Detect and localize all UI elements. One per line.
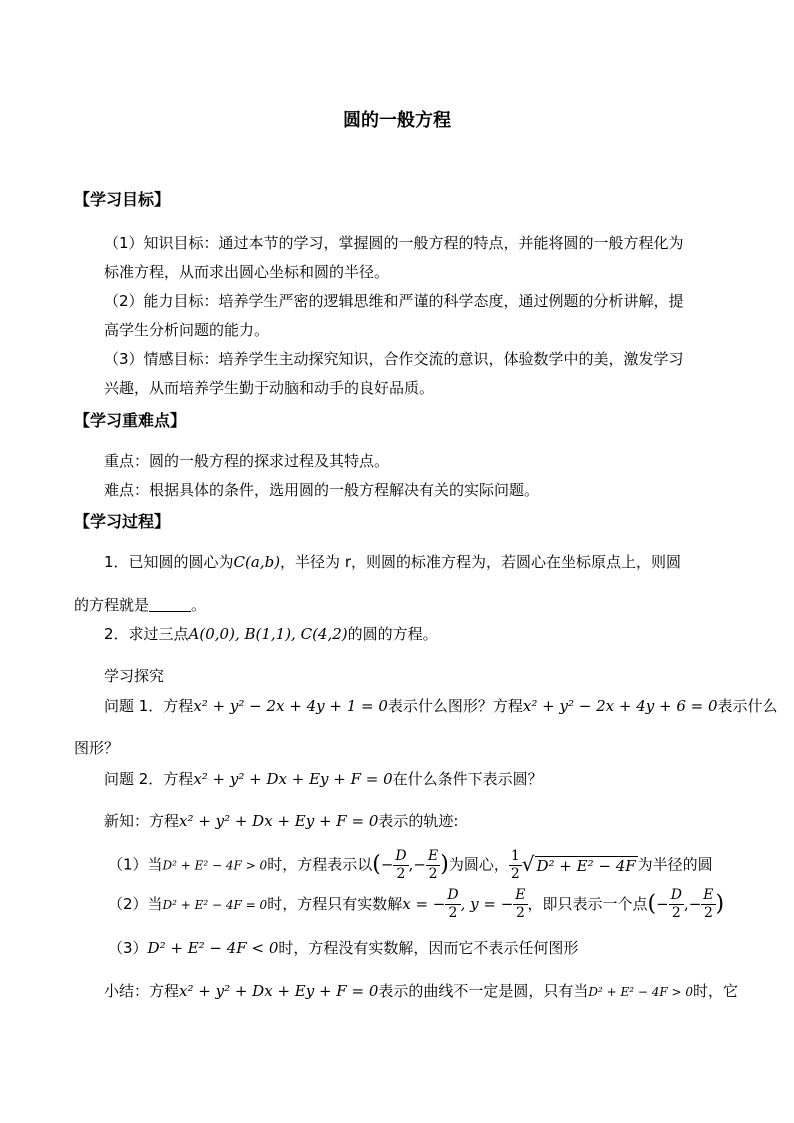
question-2: 2．求过三点A(0,0), B(1,1), C(4,2)的圆的方程。 (104, 625, 438, 643)
process-heading: 【学习过程】 (74, 512, 171, 531)
objective-emotion-cont: 兴趣，从而培养学生勤于动脑和动手的良好品质。 (104, 379, 435, 397)
key-point-difficulty: 难点：根据具体的条件，选用圆的一般方程解决有关的实际问题。 (104, 481, 540, 499)
objective-emotion: （3）情感目标：培养学生主动探究知识，合作交流的意识，体验数学中的美，激发学习 (104, 350, 684, 368)
solution-x-fraction: $\frac{D}{2}$ (447, 887, 459, 921)
condition-positive: D² + E² − 4F > 0 (162, 858, 268, 873)
question-1: 1．已知圆的圆心为C(a,b)，半径为 r，则圆的标准方程为，若圆心在坐标原点上，则圆 (104, 553, 681, 571)
case-2: （2）当D² + E² − 4F = 0时，方程只有实数解x = − $\frac{D}{2}$ , y = − $\frac{E}{2}$ ，即只表示一个点(− $\frac{D}{2}$ ,− $\frac{E}{2}$ ) (108, 887, 725, 921)
general-equation-new: x² + y² + Dx + Ey + F = 0 (179, 812, 379, 830)
objective-ability: （2）能力目标：培养学生严密的逻辑思维和严谨的科学态度，通过例题的分析讲解，提 (104, 292, 684, 310)
point-x-fraction: $\frac{D}{2}$ (670, 887, 682, 921)
general-equation-summary: x² + y² + Dx + Ey + F = 0 (179, 982, 379, 1000)
half-fraction: $\frac{1}{2}$ (510, 847, 520, 882)
case-1: （1）当D² + E² − 4F > 0时，方程表示以(− $\frac{D}{2}$ ,− $\frac{E}{2}$ )为圆心， $\frac{1}{2}$ √ D² + E² − 4F 为半径的圆 (108, 845, 713, 885)
objectives-heading: 【学习目标】 (74, 190, 171, 209)
new-knowledge: 新知：方程x² + y² + Dx + Ey + F = 0表示的轨迹: (104, 812, 459, 830)
equation-2: x² + y² − 2x + 4y + 6 = 0 (522, 697, 718, 715)
answer-blank (149, 596, 191, 612)
objective-ability-cont: 高学生分析问题的能力。 (104, 321, 270, 339)
points-expression: A(0,0), B(1,1), C(4,2) (188, 625, 348, 643)
case-3: （3）D² + E² − 4F < 0时，方程没有实数解，因而它不表示任何图形 (108, 939, 579, 957)
objective-knowledge-cont: 标准方程，从而求出圆心坐标和圆的半径。 (104, 263, 390, 281)
center-expression: C(a,b) (233, 553, 281, 571)
solution-y-fraction: $\frac{E}{2}$ (515, 887, 526, 921)
condition-negative: D² + E² − 4F < 0 (147, 939, 279, 957)
key-point-focus: 重点：圆的一般方程的探求过程及其特点。 (104, 452, 390, 470)
point-y-fraction: $\frac{E}{2}$ (703, 887, 714, 921)
condition-zero: D² + E² − 4F = 0 (162, 898, 268, 912)
key-points-heading: 【学习重难点】 (74, 411, 187, 430)
problem-1: 问题 1．方程x² + y² − 2x + 4y + 1 = 0表示什么图形？方程x² + y² − 2x + 4y + 6 = 0表示什么 (104, 697, 778, 715)
center-y-fraction: $\frac{E}{2}$ (427, 847, 439, 882)
objective-knowledge: （1）知识目标：通过本节的学习，掌握圆的一般方程的特点，并能将圆的一般方程化为 (104, 234, 684, 252)
explore-label: 学习探究 (104, 667, 165, 685)
problem-1-cont: 图形？ (74, 739, 120, 757)
summary: 小结：方程x² + y² + Dx + Ey + F = 0表示的曲线不一定是圆，只有当D² + E² − 4F > 0时，它 (104, 982, 739, 1000)
general-equation: x² + y² + Dx + Ey + F = 0 (193, 770, 393, 788)
radius-sqrt: √ D² + E² − 4F (521, 852, 636, 876)
equation-1: x² + y² − 2x + 4y + 1 = 0 (193, 697, 388, 715)
question-1-cont: 的方程就是 。 (74, 596, 207, 614)
condition-summary: D² + E² − 4F > 0 (588, 985, 694, 999)
page-title: 圆的一般方程 (343, 110, 451, 131)
center-x-fraction: $\frac{D}{2}$ (395, 847, 407, 882)
problem-2: 问题 2．方程x² + y² + Dx + Ey + F = 0在什么条件下表示圆？ (104, 770, 543, 788)
